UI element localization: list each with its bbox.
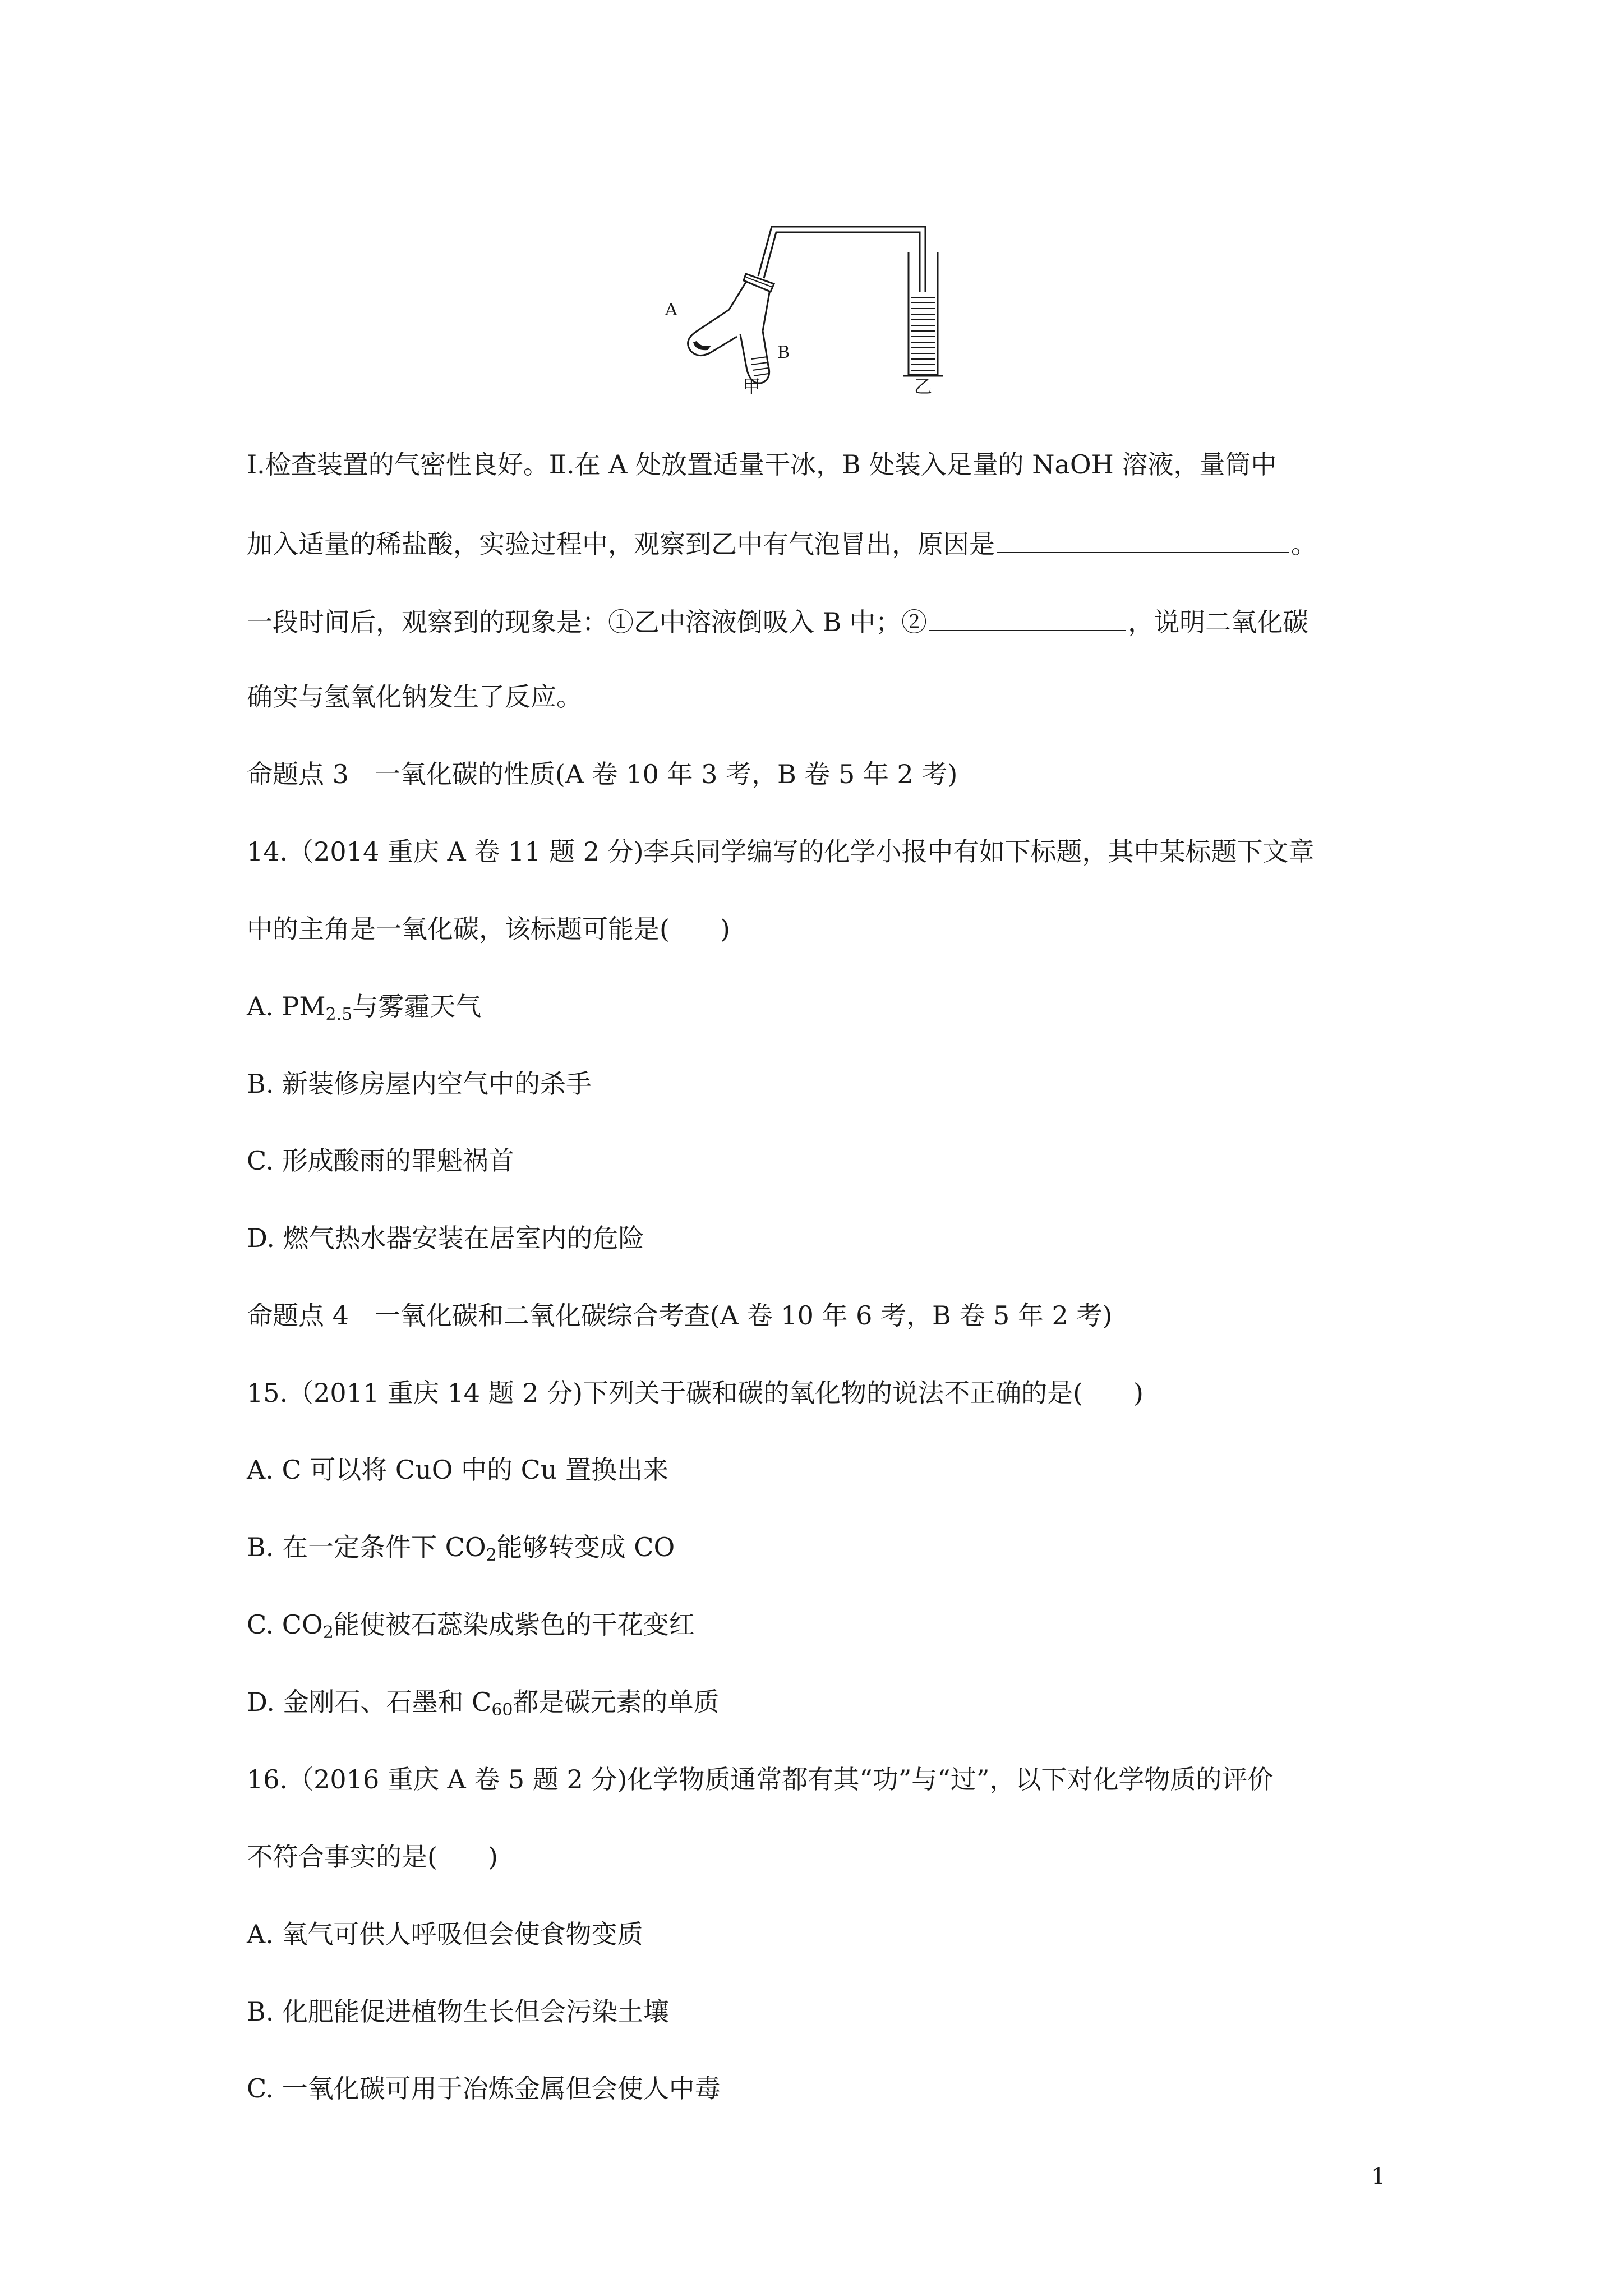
q14-option-a-pre: A. PM: [247, 991, 326, 1022]
q14-stem-line-2: [247, 912, 1402, 946]
apparatus-diagram: [662, 208, 976, 398]
q16-option-b: B. 化肥能促进植物生长但会污染土壤: [247, 1996, 670, 2027]
q14-option-a-post: 与雾霾天气: [352, 991, 482, 1022]
q16-stem-line-1: 16.（2016 重庆 A 卷 5 题 2 分)化学物质通常都有其“功”与“过”，以下对化学物质的评价: [247, 1764, 1274, 1795]
q16-stem-line-2: [247, 1840, 1402, 1874]
q15-paren-close: ): [1133, 1378, 1144, 1408]
section-heading-point-3: 命题点 3 一氧化碳的性质(A 卷 10 年 3 考，B 卷 5 年 2 考): [247, 759, 958, 789]
y-tube: [688, 275, 771, 383]
q15-option-d-post: 都是碳元素的单质: [513, 1687, 720, 1717]
q15-option-d-sub: 60: [491, 1700, 513, 1720]
apparatus-figure: [662, 208, 976, 398]
q15-option-c: [247, 1608, 1402, 1641]
answer-blank-2[interactable]: [929, 603, 1126, 631]
q14-option-c: C. 形成酸雨的罪魁祸首: [247, 1145, 514, 1176]
q13-line-2: [247, 525, 1402, 561]
q16-stem-text: 不符合事实的是(: [247, 1842, 437, 1872]
q13-line-2-text: 加入适量的稀盐酸，实验过程中，观察到乙中有气泡冒出，原因是: [247, 529, 995, 559]
caption-jia: 甲: [743, 376, 761, 397]
caption-yi: 乙: [914, 376, 933, 397]
q15-option-d: [247, 1685, 1402, 1719]
q13-line-1: Ⅰ.检查装置的气密性良好。Ⅱ.在 A 处放置适量干冰，B 处装入足量的 NaOH 溶液，量筒中: [247, 449, 1277, 480]
q15-option-b-sub: 2: [486, 1545, 497, 1565]
naoh-solution-lines: [751, 357, 768, 376]
q14-option-a-sub: 2.5: [325, 1005, 353, 1024]
q13-line-3: [247, 603, 1402, 639]
q15-option-a: A. C 可以将 CuO 中的 Cu 置换出来: [247, 1455, 669, 1485]
cylinder-graduations: [911, 297, 935, 370]
q13-line-3-text: 一段时间后，观察到的现象是：①乙中溶液倒吸入 B 中；②: [247, 607, 928, 637]
q13-line-3-end: ，说明二氧化碳: [1128, 607, 1309, 637]
q14-stem-text: 中的主角是一氧化碳，该标题可能是(: [247, 914, 670, 944]
q15-option-b-post: 能够转变成 CO: [496, 1532, 675, 1562]
label-b: B: [777, 343, 790, 362]
q13-line-4: 确实与氢氧化钠发生了反应。: [247, 682, 582, 712]
stopper-shape: [744, 274, 774, 292]
dry-ice-shape: [693, 341, 711, 350]
q14-stem-line-1: 14.（2014 重庆 A 卷 11 题 2 分)李兵同学编写的化学小报中有如下标题，其中某标题下文章: [247, 836, 1315, 867]
page-number: 1: [1371, 2164, 1386, 2189]
q16-option-c: C. 一氧化碳可用于冶炼金属但会使人中毒: [247, 2073, 721, 2104]
q15-option-b-pre: B. 在一定条件下 CO: [247, 1532, 486, 1562]
q15-option-b: [247, 1530, 1402, 1564]
section-heading-point-4: 命题点 4 一氧化碳和二氧化碳综合考查(A 卷 10 年 6 考，B 卷 5 年 2 考): [247, 1300, 1113, 1331]
answer-blank-1[interactable]: [997, 525, 1289, 553]
q14-paren-close: ): [720, 914, 730, 944]
q15-option-d-pre: D. 金刚石、石墨和 C: [247, 1687, 492, 1717]
q14-option-a: [247, 990, 1402, 1023]
q15-option-c-sub: 2: [322, 1623, 334, 1642]
q15-option-c-post: 能使被石蕊染成紫色的干花变红: [333, 1609, 695, 1640]
label-a: A: [665, 300, 677, 320]
q15-option-c-pre: C. CO: [247, 1609, 323, 1640]
q14-option-b: B. 新装修房屋内空气中的杀手: [247, 1069, 592, 1099]
q13-line-2-end: 。: [1291, 529, 1317, 559]
q15-stem: [247, 1376, 1402, 1410]
q14-option-d: D. 燃气热水器安装在居室内的危险: [247, 1223, 644, 1253]
q16-paren-close: ): [487, 1842, 498, 1872]
q16-option-a: A. 氧气可供人呼吸但会使食物变质: [247, 1919, 643, 1949]
delivery-tube: [758, 227, 925, 292]
q15-stem-text: 15.（2011 重庆 14 题 2 分)下列关于碳和碳的氧化物的说法不正确的是(: [247, 1378, 1083, 1408]
